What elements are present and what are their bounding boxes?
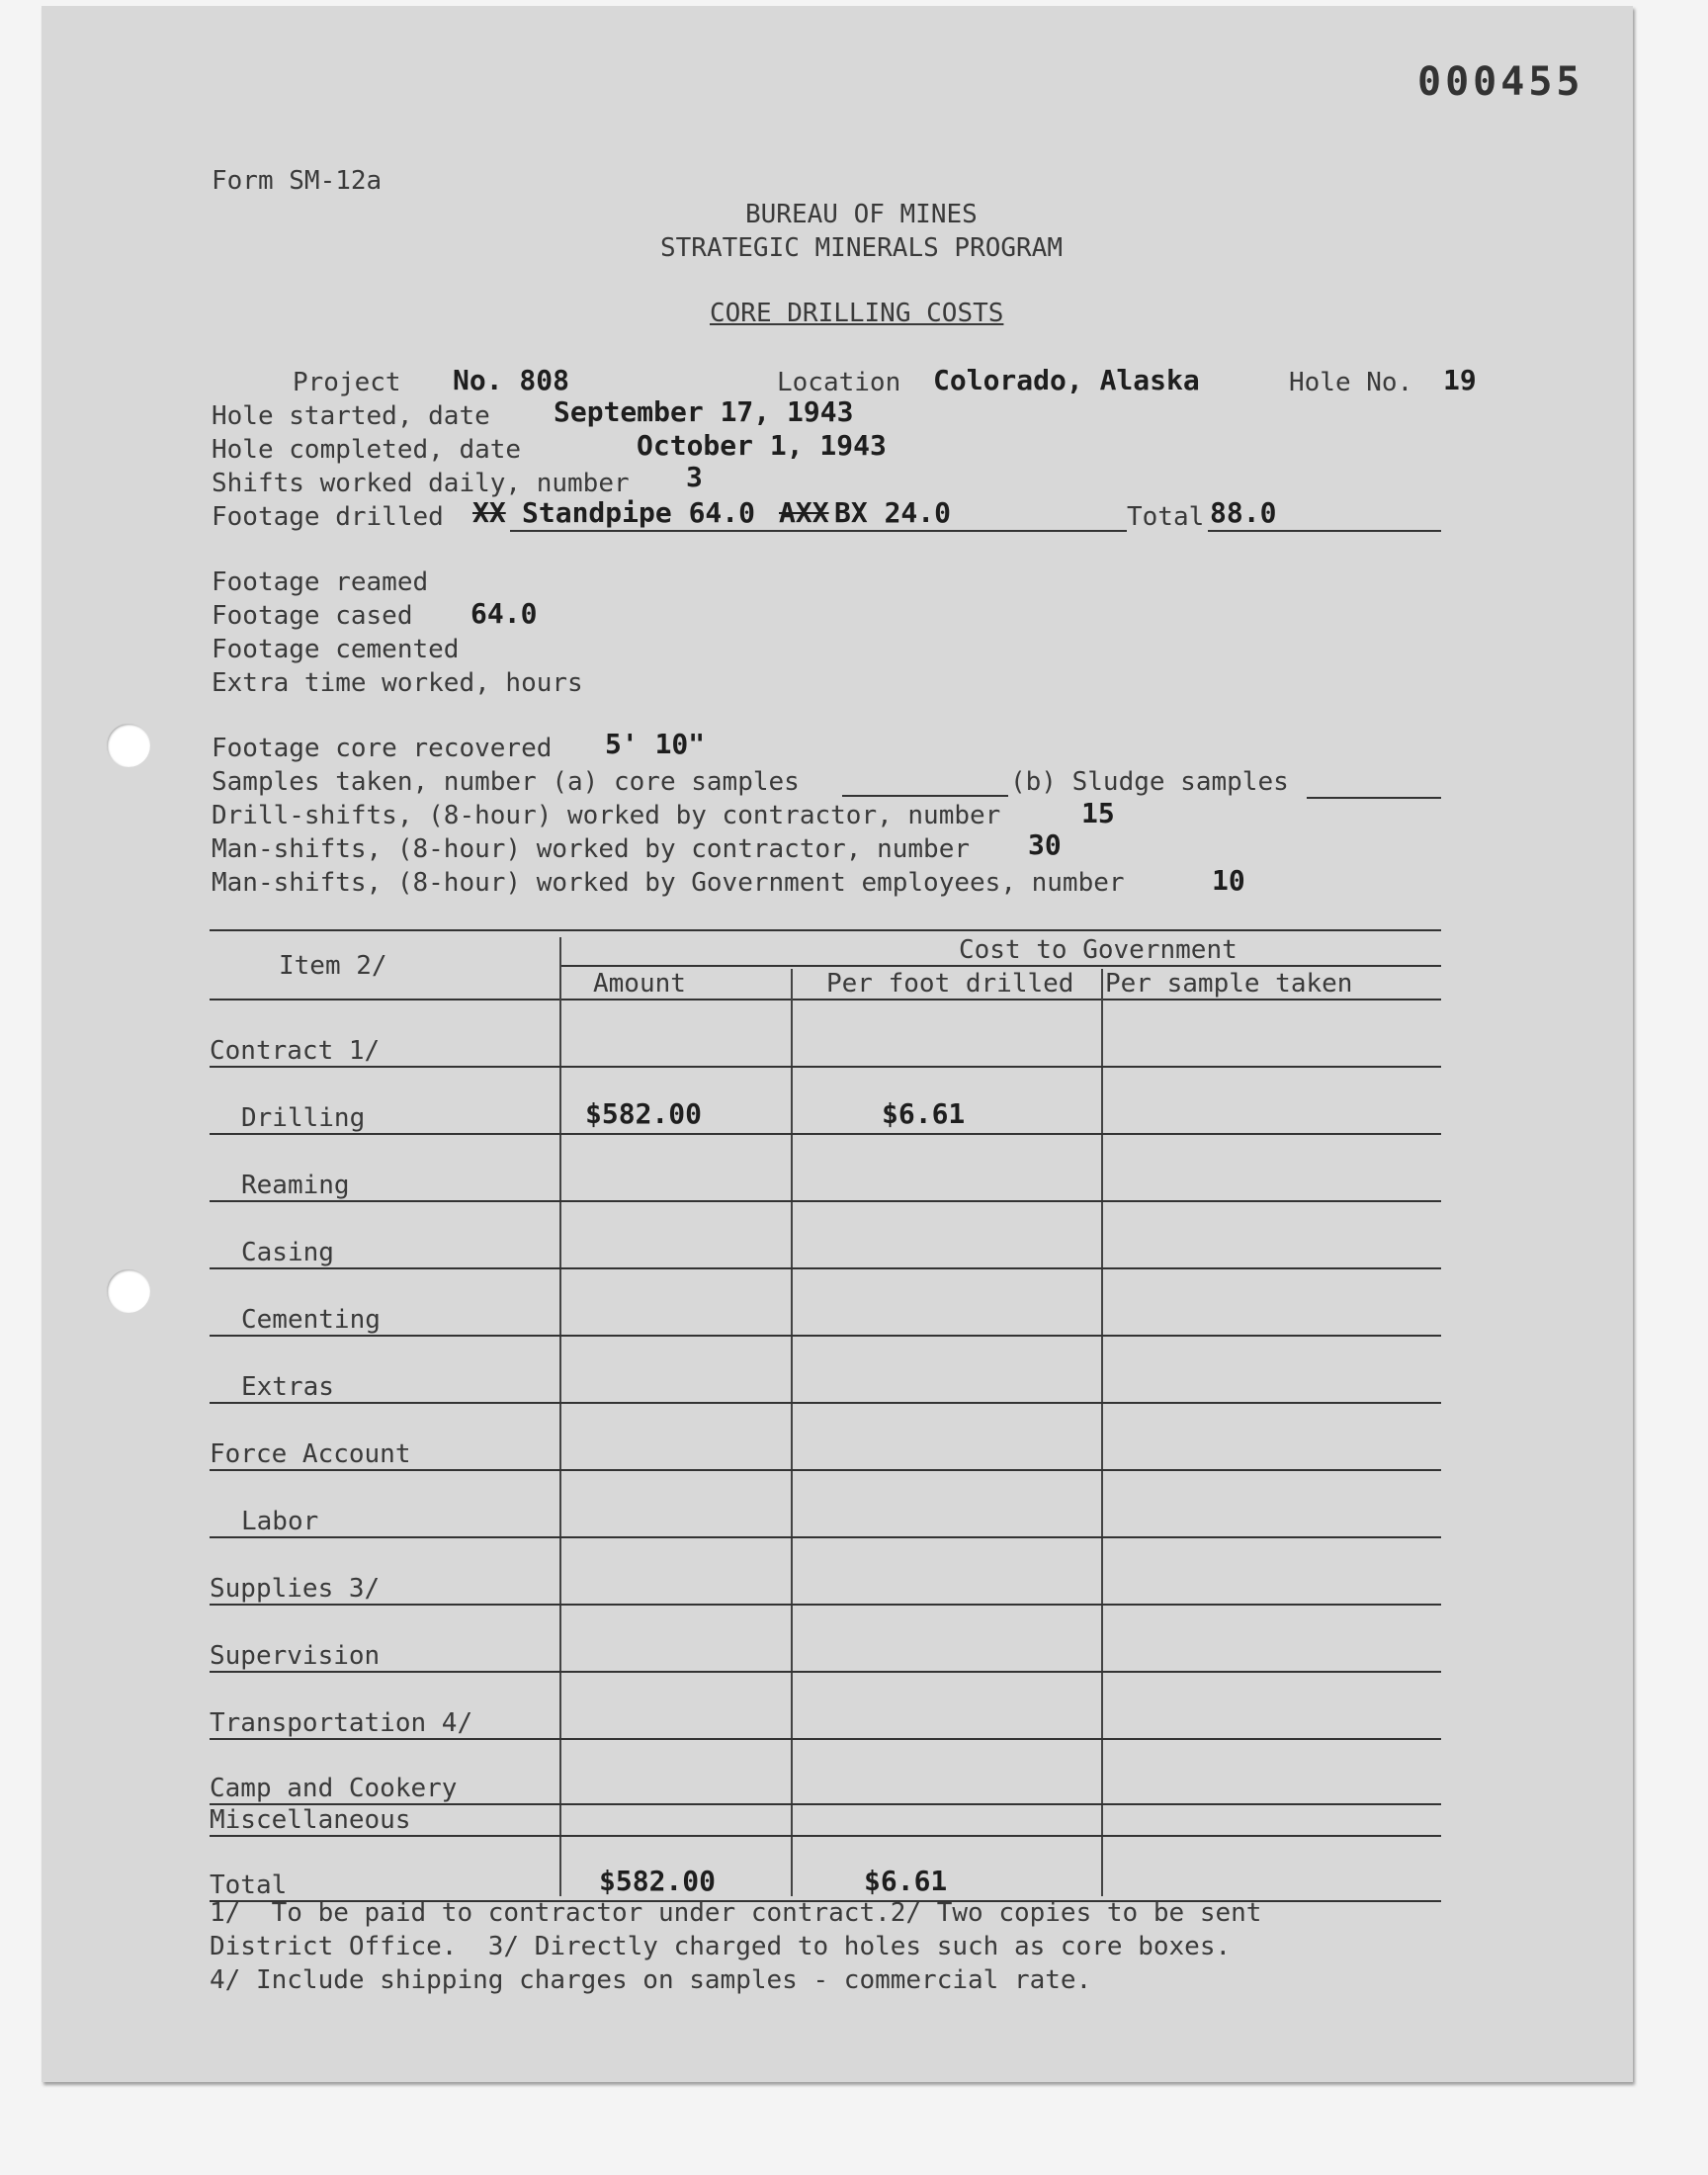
hole-no-label: Hole No. (1289, 368, 1413, 397)
man-shifts-contractor-label: Man-shifts, (8-hour) worked by contractor, number (212, 834, 971, 864)
footage-reamed-label: Footage reamed (212, 567, 429, 597)
footage-drilled-value-1: Standpipe 64.0 (522, 496, 756, 529)
table-row-label: Contract 1/ (210, 1036, 381, 1066)
footnote-line: 1/ To be paid to contractor under contract.2/ Two copies to be sent (210, 1898, 1262, 1928)
punch-hole (107, 1269, 150, 1313)
table-row-rule (210, 1066, 1441, 1068)
table-row-rule (210, 1335, 1441, 1337)
table-row-label: Force Account (210, 1439, 411, 1469)
amount-column-header: Amount (593, 969, 686, 999)
sludge-samples-blank (1307, 797, 1441, 799)
table-row-label: Extras (241, 1372, 334, 1402)
form-title: CORE DRILLING COSTS (710, 299, 1004, 328)
table-row-rule (210, 1536, 1441, 1538)
shifts-label: Shifts worked daily, number (212, 469, 630, 498)
table-row-label: Camp and Cookery (210, 1774, 458, 1803)
table-row-rule (210, 1267, 1441, 1269)
footage-total-label: Total (1127, 502, 1205, 532)
man-shifts-gov-label: Man-shifts, (8-hour) worked by Government employees, number (212, 868, 1125, 898)
hole-no-value: 19 (1443, 364, 1477, 396)
hole-completed-label: Hole completed, date (212, 435, 522, 465)
footnote-line: 4/ Include shipping charges on samples - commercial rate. (210, 1965, 1092, 1995)
drill-shifts-value: 15 (1081, 797, 1115, 829)
man-shifts-contractor-value: 30 (1028, 828, 1062, 861)
table-row-per-foot: $6.61 (864, 1865, 948, 1897)
table-row-label: Casing (241, 1238, 334, 1267)
table-row-label: Total (210, 1870, 288, 1900)
project-label: Project (293, 368, 401, 397)
cost-group-header: Cost to Government (959, 935, 1238, 965)
sludge-samples-label: (b) Sludge samples (1010, 767, 1289, 797)
table-top-rule (210, 929, 1441, 931)
footage-struck-mark: XX (472, 496, 506, 529)
hole-started-label: Hole started, date (212, 401, 490, 431)
per-sample-column-header: Per sample taken (1105, 969, 1353, 999)
drill-shifts-label: Drill-shifts, (8-hour) worked by contractor, number (212, 801, 1001, 830)
table-row-label: Miscellaneous (210, 1805, 411, 1835)
footage-struck-mark: AXX (779, 496, 829, 529)
punch-hole (107, 724, 150, 767)
project-value: No. 808 (453, 364, 570, 396)
table-row-label: Labor (241, 1507, 319, 1536)
table-row-label: Reaming (241, 1171, 350, 1200)
table-row-label: Supervision (210, 1641, 381, 1671)
footage-cased-label: Footage cased (212, 601, 413, 631)
table-header-rule (210, 999, 1441, 1000)
footnote-line: District Office. 3/ Directly charged to holes such as core boxes. (210, 1932, 1232, 1961)
core-recovered-label: Footage core recovered (212, 734, 553, 763)
footage-total-value: 88.0 (1210, 496, 1277, 529)
program-heading: STRATEGIC MINERALS PROGRAM (660, 233, 1063, 263)
core-samples-blank (842, 795, 1008, 797)
agency-heading: BUREAU OF MINES (745, 200, 978, 229)
footage-cemented-label: Footage cemented (212, 635, 460, 664)
table-row-amount: $582.00 (599, 1865, 717, 1897)
table-row-rule (210, 1835, 1441, 1837)
shifts-value: 3 (686, 461, 703, 493)
table-row-rule (210, 1671, 1441, 1673)
table-row-rule (210, 1738, 1441, 1740)
footage-cased-value: 64.0 (470, 597, 538, 630)
table-row-amount: $582.00 (585, 1097, 703, 1130)
form-id: Form SM-12a (212, 166, 383, 196)
total-underline (1208, 530, 1441, 532)
location-value: Colorado, Alaska (933, 364, 1200, 396)
core-recovered-value: 5' 10" (605, 728, 706, 760)
table-row-per-foot: $6.61 (882, 1097, 966, 1130)
extra-time-label: Extra time worked, hours (212, 668, 583, 698)
table-row-rule (210, 1469, 1441, 1471)
table-row-label: Transportation 4/ (210, 1708, 473, 1738)
footage-underline (510, 530, 1127, 532)
man-shifts-gov-value: 10 (1212, 864, 1245, 897)
document-number: 000455 (1417, 59, 1584, 105)
footage-drilled-label: Footage drilled (212, 502, 444, 532)
table-row-rule (210, 1604, 1441, 1606)
table-row-rule (210, 1402, 1441, 1404)
table-divider (559, 937, 561, 1896)
table-divider (791, 969, 793, 1896)
table-row-rule (210, 1200, 1441, 1202)
core-samples-label: Samples taken, number (a) core samples (212, 767, 800, 797)
table-row-rule (210, 1133, 1441, 1135)
hole-completed-value: October 1, 1943 (637, 429, 887, 462)
hole-started-value: September 17, 1943 (554, 395, 854, 428)
table-row-label: Cementing (241, 1305, 381, 1335)
footage-drilled-value-2: BX 24.0 (834, 496, 952, 529)
location-label: Location (777, 368, 901, 397)
table-row-label: Supplies 3/ (210, 1574, 381, 1604)
table-row-label: Drilling (241, 1103, 366, 1133)
table-divider (1101, 969, 1103, 1896)
per-foot-column-header: Per foot drilled (826, 969, 1074, 999)
item-column-header: Item 2/ (279, 951, 387, 981)
table-cost-rule (561, 965, 1441, 967)
